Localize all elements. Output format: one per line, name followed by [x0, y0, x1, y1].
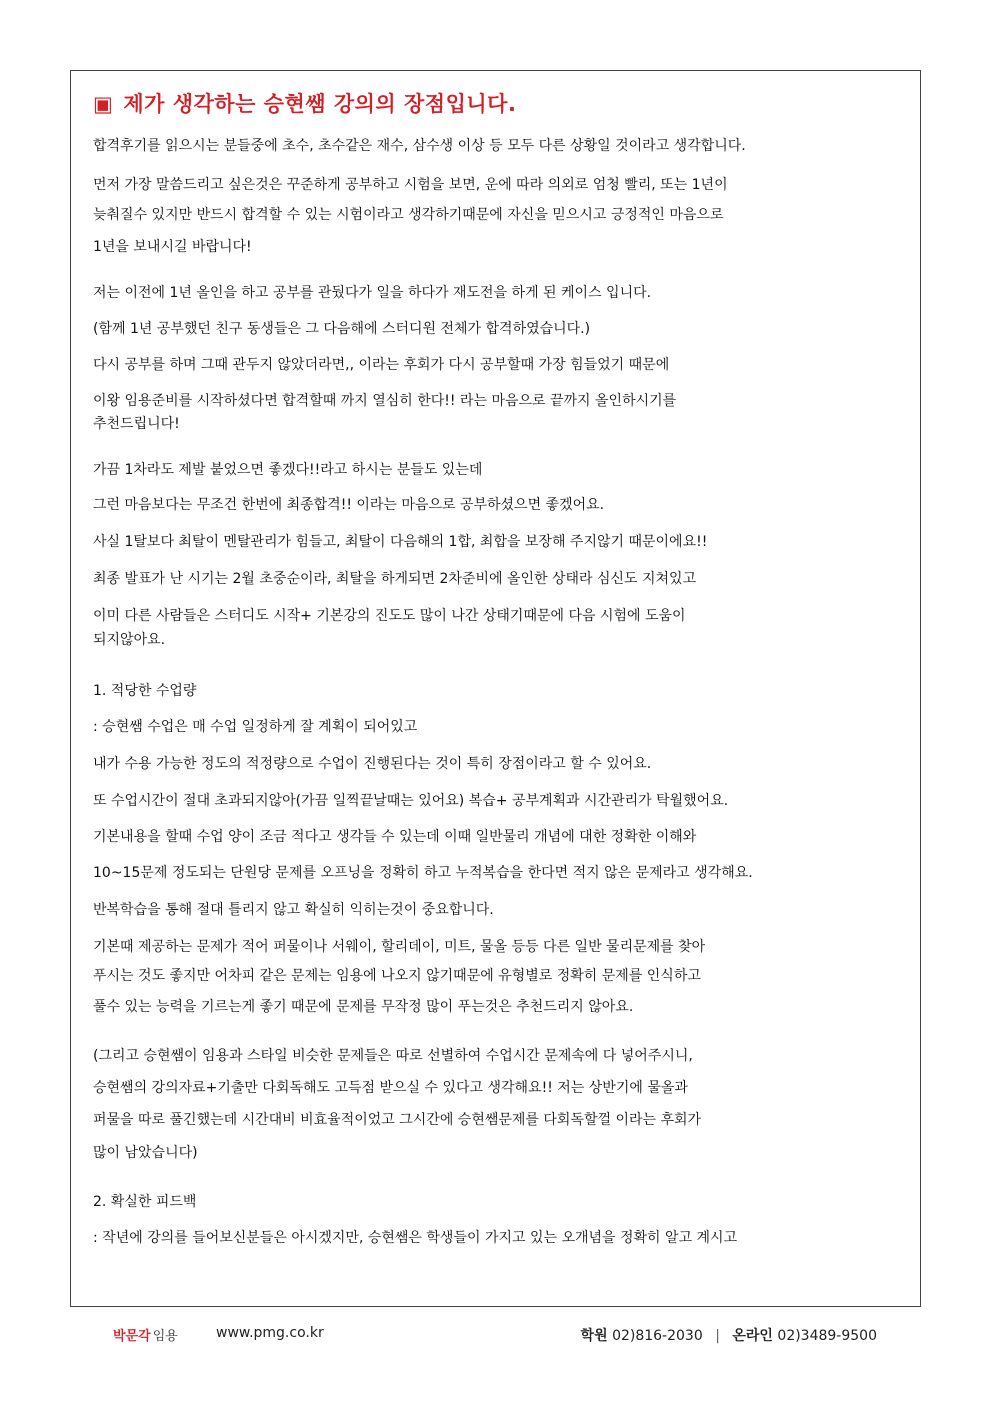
text-line: 기본내용을 할때 수업 양이 조금 적다고 생각들 수 있는데 이때 일반물리 개념에 대한 정확한 이해와	[93, 829, 697, 845]
text-line: 푸시는 것도 좋지만 어차피 같은 문제는 임용에 나오지 않기때문에 유형별로 정확히 문제를 인식하고	[93, 968, 701, 984]
text-line: 승현쌤의 강의자료+기출만 다회독해도 고득점 받으실 수 있다고 생각해요!! 저는 상반기에 물올과	[93, 1080, 688, 1096]
text-line: 가끔 1차라도 제발 붙었으면 좋겠다!!라고 하시는 분들도 있는데	[93, 462, 483, 478]
website-link[interactable]: www.pmg.co.kr	[216, 1325, 324, 1341]
text-line: 반복학습을 통해 절대 틀리지 않고 확실히 익히는것이 중요합니다.	[93, 902, 494, 918]
text-line: 1년을 보내시길 바랍니다!	[93, 239, 252, 255]
subheading-2: 2. 확실한 피드백	[93, 1194, 197, 1210]
text-line: 늦춰질수 있지만 반드시 합격할 수 있는 시험이라고 생각하기때문에 자신을 믿으시고 긍정적인 마음으로	[93, 207, 724, 223]
text-line: 최종 발표가 난 시기는 2월 초중순이라, 최탈을 하게되면 2차준비에 올인한 상태라 심신도 지쳐있고	[93, 571, 697, 587]
section-heading	[93, 88, 516, 118]
text-line: 내가 수용 가능한 정도의 적정량으로 수업이 진행된다는 것이 특히 장점이라고 할 수 있어요.	[93, 756, 652, 772]
logo-sub: 임용	[152, 1329, 178, 1344]
text-line: 합격후기를 읽으시는 분들중에 초수, 초수같은 재수, 삼수생 이상 등 모두 다른 상황일 것이라고 생각합니다.	[93, 138, 746, 154]
square-bullet-icon: ▣	[93, 92, 114, 116]
text-line: 10~15문제 정도되는 단원당 문제를 오프닝을 정확히 하고 누적복습을 한다면 적지 않은 문제라고 생각해요.	[93, 865, 753, 881]
text-line: (함께 1년 공부했던 친구 동생들은 그 다음해에 스터디원 전체가 합격하였습니다.)	[93, 321, 591, 337]
page-footer	[0, 1323, 992, 1347]
text-line: 이왕 임용준비를 시작하셨다면 합격할때 까지 열심히 한다!! 라는 마음으로 끝까지 올인하시기를	[93, 393, 677, 409]
text-line: 퍼물을 따로 풀긴했는데 시간대비 비효율적이었고 그시간에 승현쌤문제를 다회독할껄 이라는 후회가	[93, 1112, 702, 1128]
text-line: (그리고 승현쌤이 임용과 스타일 비슷한 문제들은 따로 선별하여 수업시간 문제속에 다 넣어주시니,	[93, 1048, 693, 1064]
text-line: 저는 이전에 1년 올인을 하고 공부를 관뒀다가 일을 하다가 재도전을 하게 된 케이스 입니다.	[93, 285, 652, 301]
subheading-1: 1. 적당한 수업량	[93, 683, 197, 699]
contact-separator: |	[715, 1328, 720, 1344]
text-line: 사실 1탈보다 최탈이 멘탈관리가 힘들고, 최탈이 다음해의 1합, 최합을 보장해 주지않기 때문이에요!!	[93, 534, 708, 550]
online-label: 온라인	[732, 1328, 773, 1344]
text-line: 되지않아요.	[93, 632, 166, 648]
text-line: 먼저 가장 말씀드리고 싶은것은 꾸준하게 공부하고 시험을 보면, 운에 따라 의외로 엄청 빨리, 또는 1년이	[93, 177, 728, 193]
publisher-logo	[113, 1325, 178, 1344]
text-line: 풀수 있는 능력을 기르는게 좋기 때문에 문제를 무작정 많이 푸는것은 추천드리지 않아요.	[93, 999, 634, 1015]
text-line: 많이 남았습니다)	[93, 1145, 198, 1161]
contact-info	[581, 1325, 877, 1345]
text-line: 추천드립니다!	[93, 416, 180, 432]
logo-brand: 박문각	[113, 1329, 151, 1344]
text-line: 기본때 제공하는 문제가 적어 퍼물이나 서웨이, 할리데이, 미트, 물올 등등 다른 일반 물리문제를 찾아	[93, 939, 706, 955]
text-line: : 작년에 강의를 들어보신분들은 아시겠지만, 승현쌤은 학생들이 가지고 있는 오개념을 정확히 알고 계시고	[93, 1230, 738, 1246]
text-line: 다시 공부를 하며 그때 관두지 않았더라면,, 이라는 후회가 다시 공부할때 가장 힘들었기 때문에	[93, 357, 670, 373]
text-line: 그런 마음보다는 무조건 한번에 최종합격!! 이라는 마음으로 공부하셨으면 좋겠어요.	[93, 497, 605, 513]
heading-text: 제가 생각하는 승현쌤 강의의 장점입니다.	[123, 92, 517, 116]
text-line: : 승현쌤 수업은 매 수업 일정하게 잘 계획이 되어있고	[93, 719, 418, 735]
online-phone: 02)3489-9500	[777, 1328, 877, 1344]
text-line: 이미 다른 사람들은 스터디도 시작+ 기본강의 진도도 많이 나간 상태기때문에 다음 시험에 도움이	[93, 608, 686, 624]
academy-label: 학원	[580, 1328, 608, 1344]
academy-phone: 02)816-2030	[612, 1328, 703, 1344]
text-line: 또 수업시간이 절대 초과되지않아(가끔 일찍끝날때는 있어요) 복습+ 공부계획과 시간관리가 탁월했어요.	[93, 793, 729, 809]
